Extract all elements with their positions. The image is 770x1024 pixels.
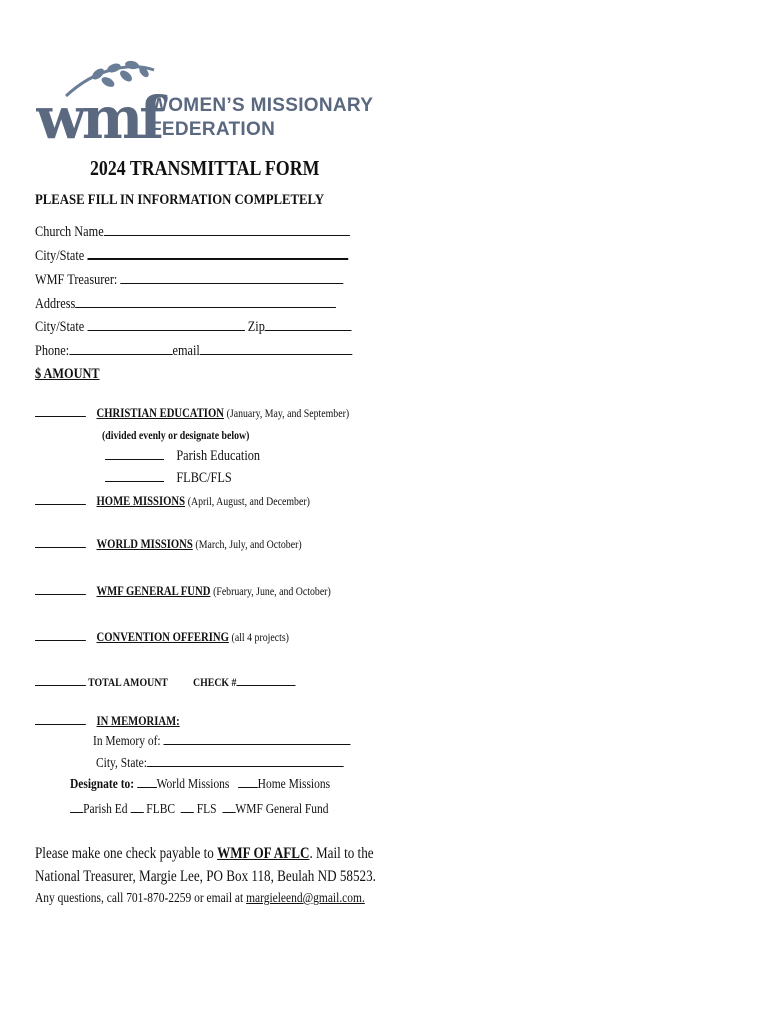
general-fund-note: (February, June, and October) <box>213 584 331 598</box>
home-missions-row[interactable] <box>35 493 310 509</box>
memoriam-label: IN MEMORIAM: <box>96 713 180 728</box>
world-missions-row[interactable] <box>35 536 302 552</box>
in-memory-of-field[interactable] <box>93 734 350 750</box>
world-missions-blank[interactable] <box>137 787 157 788</box>
org-name-line2: FEDERATION <box>150 119 276 140</box>
city-state-zip-field[interactable] <box>35 319 352 336</box>
phone-label: Phone: <box>35 343 70 359</box>
check-field[interactable] <box>193 675 296 690</box>
logo-wordmark: wmf <box>36 84 161 148</box>
footer-line-3 <box>35 891 365 907</box>
treasurer-field[interactable] <box>35 272 343 289</box>
footer-line-1-text: Please make one check payable to <box>35 845 218 862</box>
church-name-field[interactable] <box>35 224 350 241</box>
world-missions-note: (March, July, and October) <box>195 537 302 551</box>
footer-line-1-end: . Mail to the <box>309 845 374 862</box>
form-instruction: PLEASE FILL IN INFORMATION COMPLETELY <box>35 192 325 208</box>
payee-name: WMF OF AFLC <box>217 845 310 862</box>
christian-ed-label: CHRISTIAN EDUCATION <box>96 405 224 420</box>
address-label: Address <box>35 296 76 312</box>
footer-line-1 <box>35 845 374 863</box>
world-missions-label: WORLD MISSIONS <box>96 536 193 551</box>
christian-ed-note: (January, May, and September) <box>226 406 350 420</box>
memoriam-row[interactable] <box>35 713 180 729</box>
convention-note: (all 4 projects) <box>231 630 289 644</box>
amount-header: $ AMOUNT <box>35 366 100 382</box>
contact-email-link[interactable]: margieleend@gmail.com. <box>246 891 365 906</box>
memoriam-city-label: City, State: <box>96 756 147 771</box>
address-field[interactable] <box>35 296 336 313</box>
parish-ed-row[interactable] <box>105 448 260 465</box>
org-name-line1: WOMEN’S MISSIONARY <box>150 95 374 116</box>
general-fund-blank[interactable] <box>222 812 235 813</box>
parish-ed-blank[interactable] <box>70 812 83 813</box>
email-label: email <box>172 343 200 359</box>
parish-ed-label: Parish Education <box>176 448 261 464</box>
form-title: 2024 TRANSMITTAL FORM <box>90 156 320 180</box>
opt-general-fund: WMF General Fund <box>235 802 329 817</box>
zip-label: Zip <box>247 319 265 335</box>
general-fund-label: WMF GENERAL FUND <box>96 583 211 598</box>
general-fund-row[interactable] <box>35 583 331 599</box>
flbc-fls-label: FLBC/FLS <box>176 470 232 486</box>
flbc-fls-row[interactable] <box>105 470 232 487</box>
home-missions-label: HOME MISSIONS <box>96 493 186 508</box>
opt-flbc: FLBC <box>146 802 176 817</box>
city-state-label: City/State <box>35 248 85 264</box>
home-missions-blank[interactable] <box>238 787 258 788</box>
christian-ed-subnote: (divided evenly or designate below) <box>102 428 250 442</box>
total-row[interactable] <box>35 675 168 690</box>
opt-world-missions: World Missions <box>156 777 230 792</box>
church-name-label: Church Name <box>35 224 104 240</box>
check-label: CHECK # <box>193 675 237 689</box>
city-state2-label: City/State <box>35 319 85 335</box>
treasurer-label: WMF Treasurer: <box>35 272 118 288</box>
city-state-field[interactable] <box>35 248 348 265</box>
org-name <box>150 94 373 142</box>
opt-fls: FLS <box>196 802 217 817</box>
phone-email-field[interactable] <box>35 343 352 360</box>
designate-row-2 <box>70 802 329 818</box>
memoriam-city-field[interactable] <box>96 756 344 772</box>
flbc-blank[interactable] <box>130 812 143 813</box>
in-memory-of-label: In Memory of: <box>93 734 161 749</box>
opt-parish-ed: Parish Ed <box>83 802 128 817</box>
footer-line-2: National Treasurer, Margie Lee, PO Box 118, Beulah ND 58523. <box>35 868 376 885</box>
home-missions-note: (April, August, and December) <box>187 494 310 508</box>
designate-label: Designate to: <box>70 777 135 792</box>
designate-row <box>70 777 330 793</box>
fls-blank[interactable] <box>181 812 194 813</box>
footer-line-3-text: Any questions, call 701-870-2259 or email at <box>35 891 247 906</box>
opt-home-missions: Home Missions <box>257 777 331 792</box>
christian-ed-row[interactable] <box>35 405 349 421</box>
convention-label: CONVENTION OFFERING <box>96 629 229 644</box>
convention-row[interactable] <box>35 629 289 645</box>
total-label: TOTAL AMOUNT <box>88 675 168 689</box>
